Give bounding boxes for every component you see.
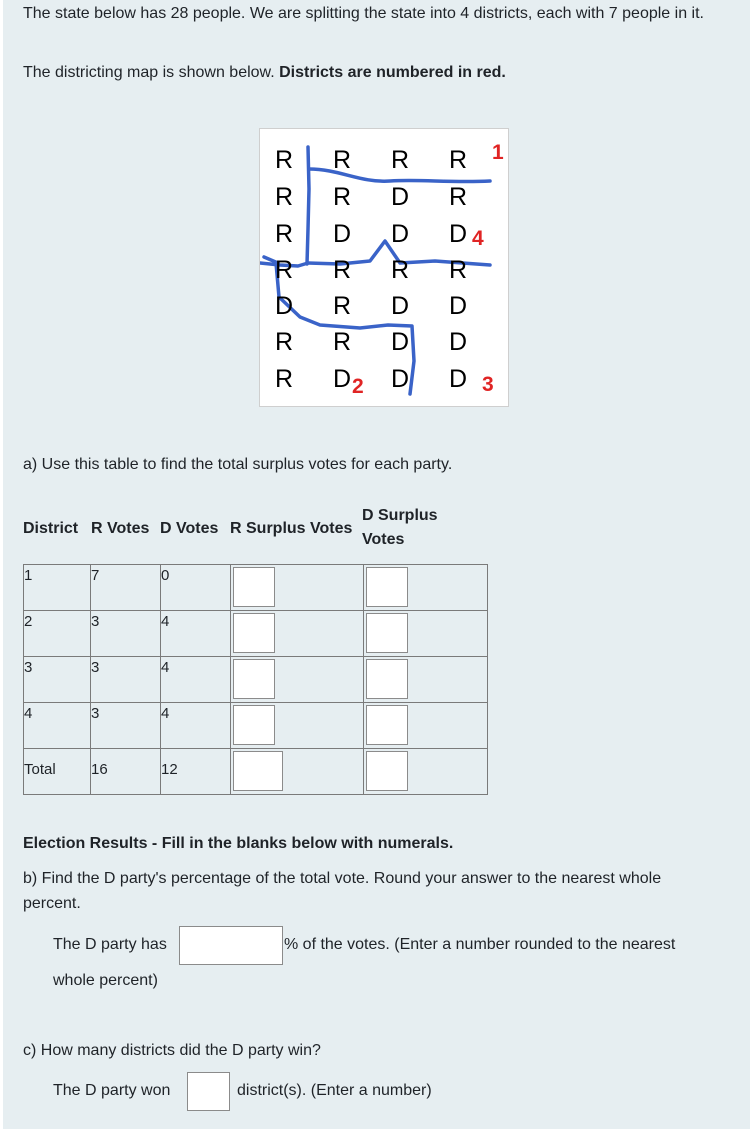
table-input-cell xyxy=(364,657,488,703)
table-input-cell xyxy=(231,565,364,611)
map-cell: R xyxy=(332,292,352,320)
districts-won-suffix: district(s). (Enter a number) xyxy=(237,1082,432,1099)
surplus-table xyxy=(23,564,488,795)
map-cell: R xyxy=(274,328,294,356)
map-cell: R xyxy=(448,256,468,284)
map-intro xyxy=(23,60,506,85)
map-cell: D xyxy=(332,220,352,248)
map-intro-text: The districting map is shown below. xyxy=(23,64,275,81)
district-number-label: 3 xyxy=(482,373,494,396)
cell-value: 4 xyxy=(161,659,170,676)
map-cell: R xyxy=(274,183,294,211)
table-cell xyxy=(24,611,91,657)
col-header-district: District xyxy=(23,520,79,537)
map-cell: R xyxy=(274,220,294,248)
districts-won-input[interactable] xyxy=(187,1072,230,1111)
table-cell xyxy=(24,703,91,749)
table-row xyxy=(24,657,488,703)
table-cell xyxy=(161,657,231,703)
map-cell: R xyxy=(390,256,410,284)
table-cell xyxy=(24,749,91,795)
col-header-r-votes: R Votes xyxy=(91,520,150,537)
cell-value: 1 xyxy=(24,567,33,584)
table-cell xyxy=(91,657,161,703)
table-input-cell xyxy=(231,657,364,703)
districting-map xyxy=(259,128,509,407)
table-cell xyxy=(161,565,231,611)
col-header-d-votes: D Votes xyxy=(160,520,219,537)
cell-value: 3 xyxy=(91,659,100,676)
table-row xyxy=(24,565,488,611)
map-cell: D xyxy=(332,365,352,393)
table-input-cell xyxy=(364,749,488,795)
cell-value: 2 xyxy=(24,613,33,630)
cell-value: 0 xyxy=(161,567,170,584)
table-input-cell xyxy=(231,749,364,795)
map-cell: D xyxy=(390,365,410,393)
cell-value: 12 xyxy=(161,761,178,778)
map-cell: R xyxy=(332,256,352,284)
r-surplus-input[interactable] xyxy=(233,659,275,699)
map-cell: R xyxy=(390,146,410,174)
district-number-label: 2 xyxy=(352,375,364,398)
d-surplus-input[interactable] xyxy=(366,705,408,745)
d-percent-suffix: % of the votes. (Enter a number rounded to the nearest xyxy=(284,936,676,953)
cell-value: Total xyxy=(24,761,56,778)
map-cell: D xyxy=(390,328,410,356)
map-cell: R xyxy=(332,183,352,211)
map-cell: R xyxy=(332,328,352,356)
cell-value: 3 xyxy=(24,659,33,676)
district-number-label: 4 xyxy=(472,227,484,250)
question-a: a) Use this table to find the total surplus votes for each party. xyxy=(23,456,453,473)
col-header-d-surplus: D Surplus Votes xyxy=(362,507,438,548)
map-cell: D xyxy=(390,220,410,248)
r-surplus-input[interactable] xyxy=(233,613,275,653)
cell-value: 4 xyxy=(24,705,33,722)
cell-value: 16 xyxy=(91,761,108,778)
cell-value: 4 xyxy=(161,705,170,722)
d-surplus-input[interactable] xyxy=(366,659,408,699)
table-row xyxy=(24,611,488,657)
cell-value: 3 xyxy=(91,705,100,722)
map-cell: D xyxy=(274,292,294,320)
r-surplus-input[interactable] xyxy=(233,751,283,791)
table-input-cell xyxy=(364,611,488,657)
cell-value: 4 xyxy=(161,613,170,630)
table-cell xyxy=(91,565,161,611)
table-cell xyxy=(161,611,231,657)
intro-text: The state below has 28 people. We are splitting the state into 4 districts, each with 7 people in it. xyxy=(23,5,704,22)
map-cell: D xyxy=(448,292,468,320)
table-cell xyxy=(91,703,161,749)
question-c: c) How many districts did the D party win? xyxy=(23,1042,321,1059)
map-cell: R xyxy=(448,183,468,211)
table-row xyxy=(24,703,488,749)
r-surplus-input[interactable] xyxy=(233,567,275,607)
d-percent-label: The D party has xyxy=(53,936,167,953)
districts-won-label: The D party won xyxy=(53,1082,171,1099)
table-cell xyxy=(91,611,161,657)
table-cell xyxy=(24,657,91,703)
results-heading: Election Results - Fill in the blanks below with numerals. xyxy=(23,835,454,852)
table-input-cell xyxy=(231,611,364,657)
d-surplus-input[interactable] xyxy=(366,751,408,791)
col-header-r-surplus: R Surplus Votes xyxy=(230,520,353,537)
map-cell: D xyxy=(448,328,468,356)
map-cell: R xyxy=(274,146,294,174)
table-cell xyxy=(91,749,161,795)
d-percent-suffix-cont: whole percent) xyxy=(53,972,158,989)
table-cell xyxy=(161,703,231,749)
d-surplus-input[interactable] xyxy=(366,567,408,607)
map-cell: R xyxy=(332,146,352,174)
district-number-label: 1 xyxy=(492,141,504,164)
table-input-cell xyxy=(231,703,364,749)
table-row xyxy=(24,749,488,795)
map-cell: R xyxy=(274,365,294,393)
cell-value: 7 xyxy=(91,567,100,584)
map-intro-bold: Districts are numbered in red. xyxy=(279,64,506,81)
question-b: b) Find the D party's percentage of the total vote. Round your answer to the nearest whole percent. xyxy=(23,870,662,912)
map-cell: D xyxy=(448,365,468,393)
table-input-cell xyxy=(364,565,488,611)
map-cell: D xyxy=(448,220,468,248)
table-cell xyxy=(24,565,91,611)
d-percent-input[interactable] xyxy=(179,926,283,965)
map-cell: R xyxy=(448,146,468,174)
map-cell: R xyxy=(274,256,294,284)
map-cell: D xyxy=(390,183,410,211)
map-cell: D xyxy=(390,292,410,320)
table-input-cell xyxy=(364,703,488,749)
cell-value: 3 xyxy=(91,613,100,630)
table-cell xyxy=(161,749,231,795)
d-surplus-input[interactable] xyxy=(366,613,408,653)
r-surplus-input[interactable] xyxy=(233,705,275,745)
